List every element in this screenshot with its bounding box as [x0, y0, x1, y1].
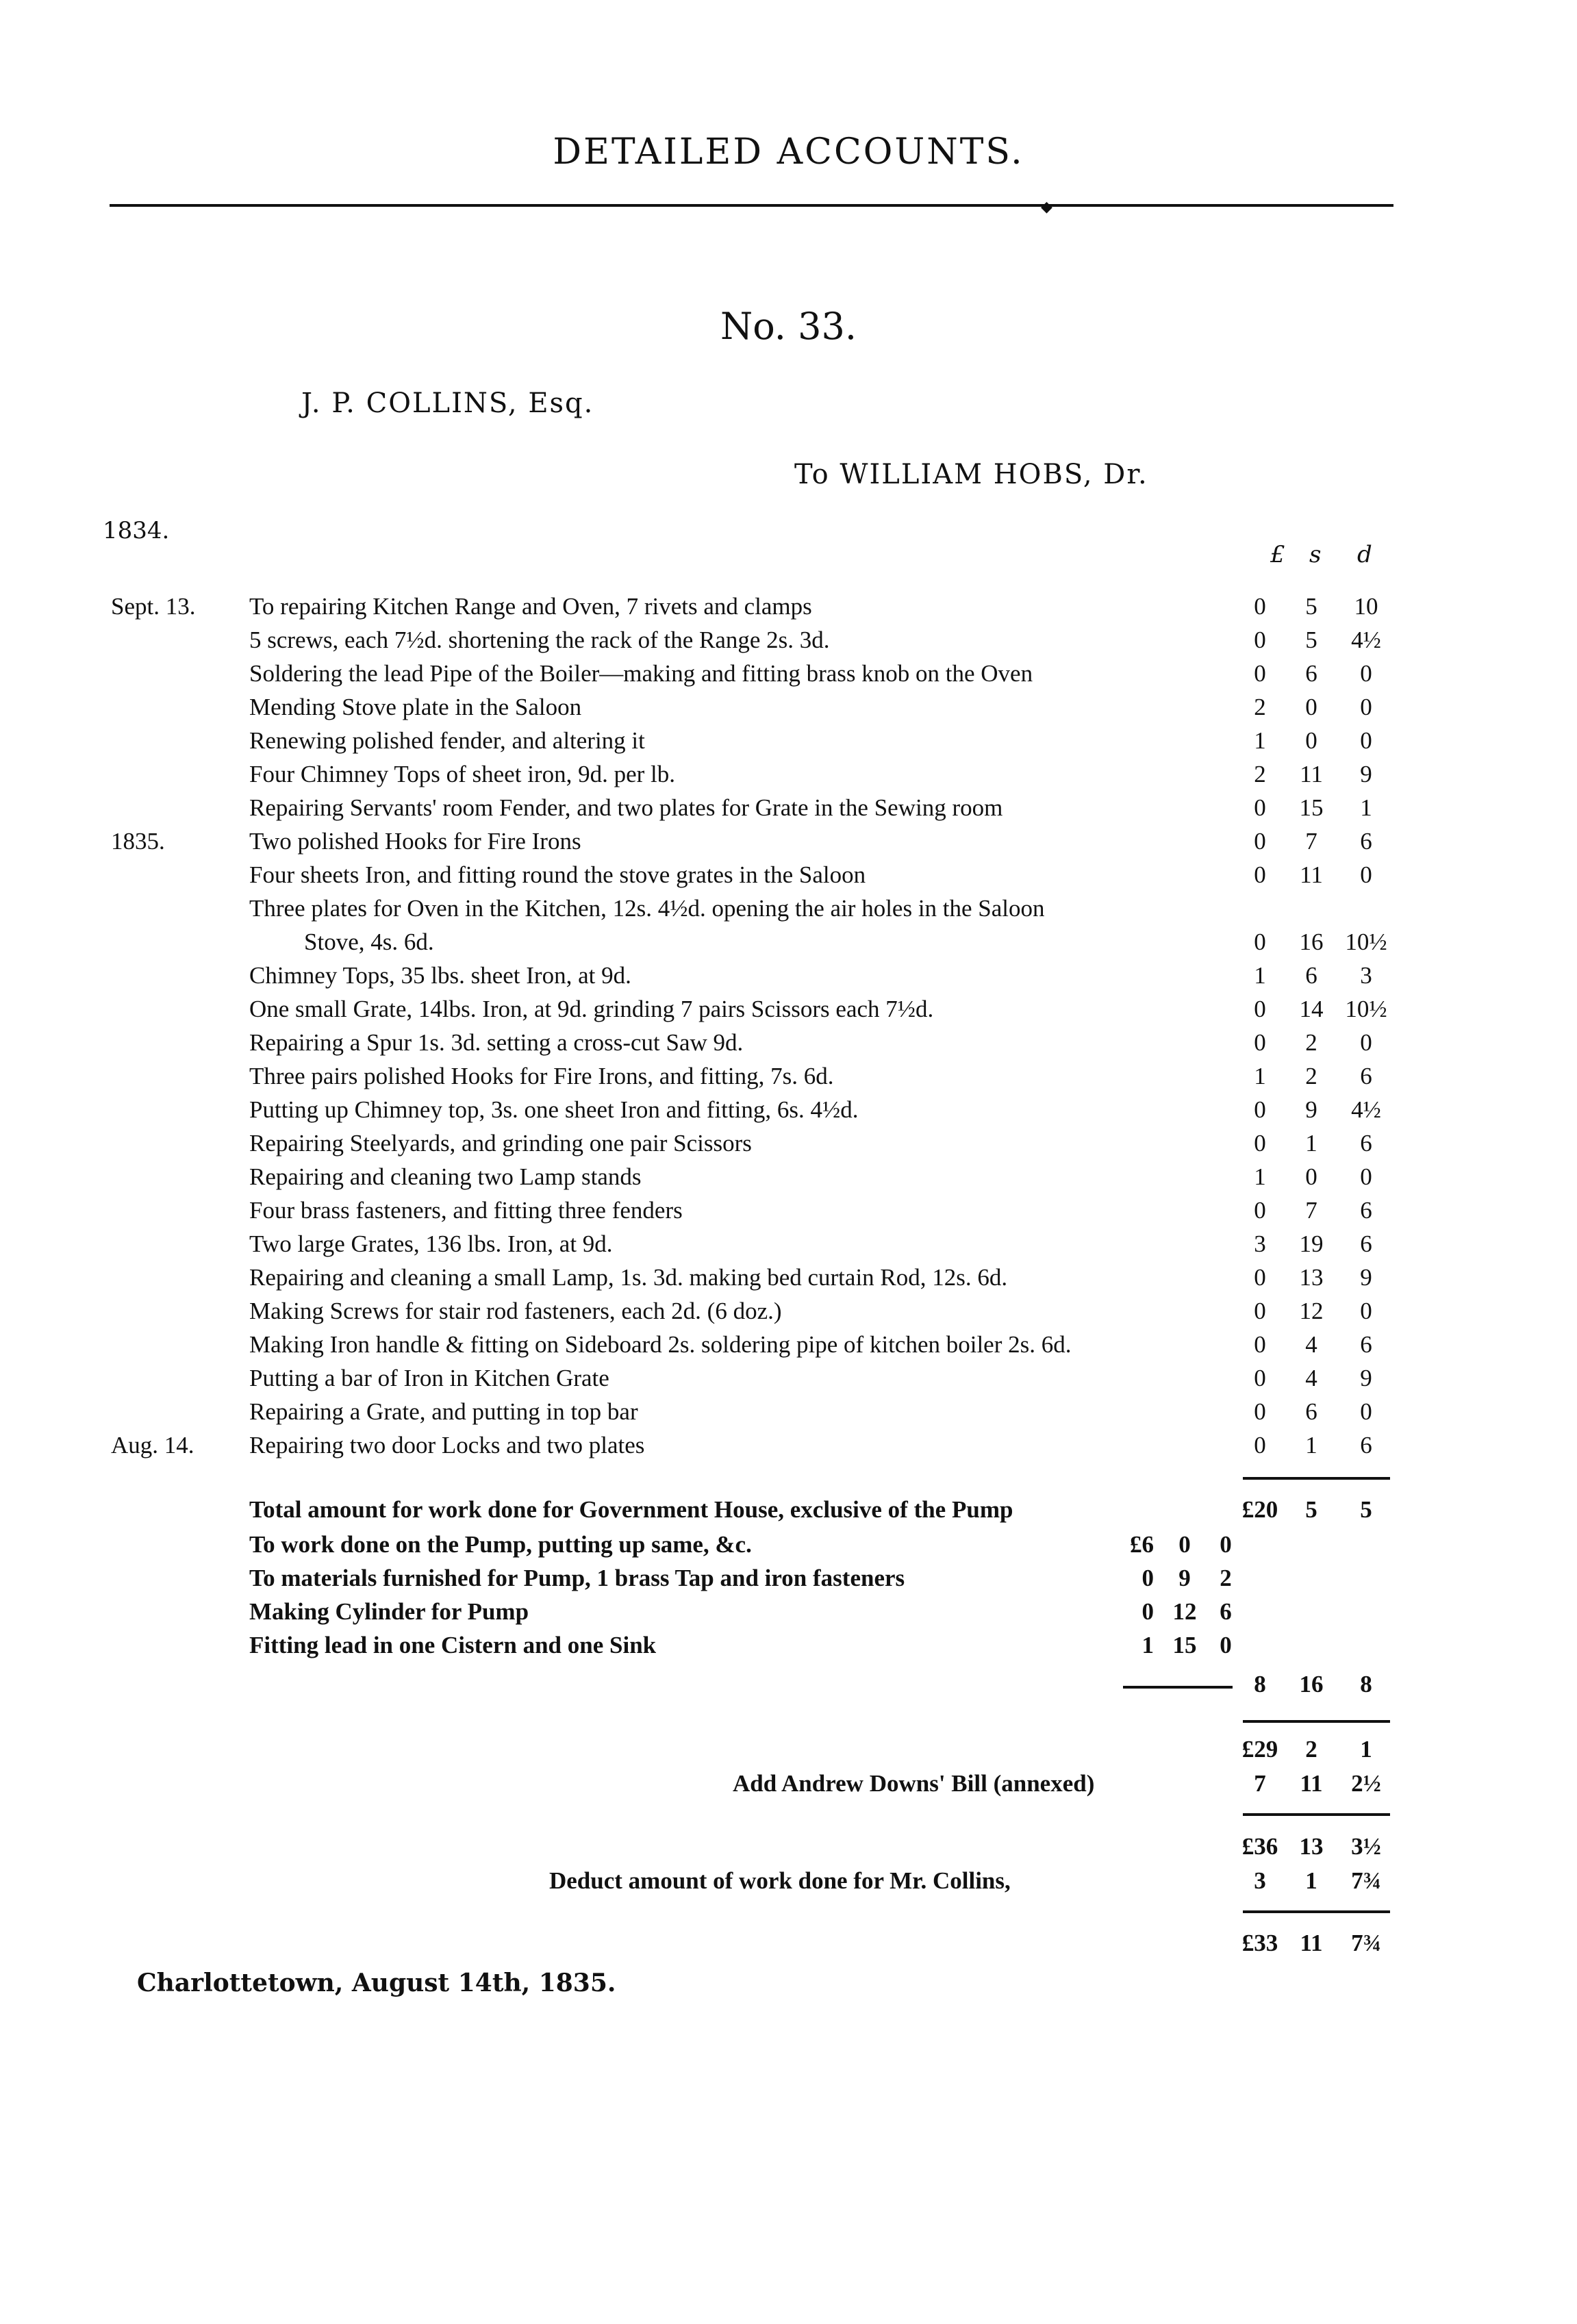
pump-item-pounds: £6	[1130, 1531, 1154, 1558]
row-pence: 4½	[1351, 627, 1381, 653]
deduct-row	[0, 1867, 1577, 1901]
row-pounds: 0	[1254, 1130, 1266, 1157]
account-row	[0, 1398, 1577, 1432]
account-row	[0, 1298, 1577, 1331]
row-shillings: 9	[1305, 1096, 1317, 1123]
row-pence: 10	[1354, 593, 1378, 620]
account-row	[0, 929, 1577, 962]
row-shillings: 14	[1299, 996, 1324, 1022]
row-pounds: 0	[1254, 627, 1266, 653]
row-pounds: 2	[1254, 694, 1266, 720]
row-pounds: 1	[1254, 1163, 1266, 1190]
account-row	[0, 861, 1577, 895]
row-pence: 6	[1360, 1197, 1372, 1224]
pump-item-pounds: 1	[1141, 1632, 1154, 1658]
row-description: Repairing two door Locks and two plates	[249, 1432, 645, 1458]
total-pounds: £20	[1241, 1496, 1278, 1523]
account-row	[0, 660, 1577, 694]
total-shillings: 16	[1299, 1671, 1324, 1697]
pump-item-pounds: 0	[1141, 1565, 1154, 1591]
andrew-downs-row	[0, 1770, 1577, 1804]
row-pence: 3	[1360, 962, 1372, 989]
subtotal2-row	[0, 1833, 1577, 1867]
row-description: Four sheets Iron, and fitting round the stove grates in the Saloon	[249, 861, 866, 888]
row-pounds: 0	[1254, 1365, 1266, 1391]
pump-item-pence: 0	[1220, 1531, 1232, 1558]
row-pence: 0	[1360, 1029, 1372, 1056]
account-row	[0, 828, 1577, 861]
row-shillings: 4	[1305, 1365, 1317, 1391]
total-pounds: 3	[1254, 1867, 1266, 1894]
total-pence: 3½	[1351, 1833, 1381, 1860]
row-description: Stove, 4s. 6d.	[304, 929, 434, 955]
row-shillings: 6	[1305, 660, 1317, 687]
addressee: J. P. COLLINS, Esq.	[301, 388, 594, 419]
account-row	[0, 694, 1577, 727]
account-row	[0, 1063, 1577, 1096]
total-shillings: 2	[1305, 1736, 1317, 1763]
subtotal-row	[0, 1736, 1577, 1769]
row-shillings: 15	[1299, 794, 1324, 821]
row-description: Four Chimney Tops of sheet iron, 9d. per lb.	[249, 761, 675, 787]
grand-total-row	[0, 1930, 1577, 1963]
row-description: To repairing Kitchen Range and Oven, 7 rivets and clamps	[249, 593, 812, 620]
shillings-header: s	[1309, 541, 1322, 568]
account-row	[0, 1432, 1577, 1465]
account-row	[0, 1130, 1577, 1163]
row-description: Four brass fasteners, and fitting three fenders	[249, 1197, 683, 1224]
creditor: To WILLIAM HOBS, Dr.	[794, 459, 1148, 490]
row-pounds: 0	[1254, 828, 1266, 855]
account-row	[0, 1230, 1577, 1264]
row-shillings: 13	[1299, 1264, 1324, 1291]
row-pence: 9	[1360, 1264, 1372, 1291]
row-shillings: 19	[1299, 1230, 1324, 1257]
row-description: Repairing a Spur 1s. 3d. setting a cross-cut Saw 9d.	[249, 1029, 744, 1056]
account-row	[0, 1163, 1577, 1197]
row-description: Making Iron handle & fitting on Sideboard 2s. soldering pipe of kitchen boiler 2s. 6d.	[249, 1331, 1072, 1358]
row-pounds: 0	[1254, 794, 1266, 821]
title-rule	[110, 204, 1393, 207]
row-shillings: 0	[1305, 1163, 1317, 1190]
account-row	[0, 794, 1577, 828]
row-pounds: 0	[1254, 660, 1266, 687]
row-pence: 6	[1360, 1331, 1372, 1358]
row-shillings: 5	[1305, 627, 1317, 653]
government-house-total-row	[0, 1496, 1577, 1530]
row-pence: 9	[1360, 761, 1372, 787]
row-description: Putting a bar of Iron in Kitchen Grate	[249, 1365, 609, 1391]
pump-item-pence: 6	[1220, 1598, 1232, 1625]
rule-ornament: ◆	[1041, 199, 1052, 216]
page-title: DETAILED ACCOUNTS.	[553, 131, 1024, 173]
row-pence: 0	[1360, 861, 1372, 888]
account-row	[0, 1365, 1577, 1398]
row-description: Repairing and cleaning a small Lamp, 1s. 3d. making bed curtain Rod, 12s. 6d.	[249, 1264, 1008, 1291]
row-description: Repairing and cleaning two Lamp stands	[249, 1163, 642, 1190]
account-row	[0, 1331, 1577, 1365]
row-shillings: 6	[1305, 1398, 1317, 1425]
account-row	[0, 996, 1577, 1029]
pounds-header: £	[1270, 541, 1285, 568]
row-shillings: 1	[1305, 1130, 1317, 1157]
row-pounds: 1	[1254, 962, 1266, 989]
pump-item-row	[0, 1565, 1577, 1598]
grand-total-rule	[1243, 1910, 1390, 1913]
row-pence: 0	[1360, 1163, 1372, 1190]
row-pounds: 0	[1254, 1432, 1266, 1458]
pump-item-description: Fitting lead in one Cistern and one Sink	[249, 1632, 657, 1658]
deduct-label: Deduct amount of work done for Mr. Collins,	[549, 1867, 1011, 1894]
row-date: Aug. 14.	[111, 1432, 194, 1458]
pump-item-pence: 2	[1220, 1565, 1232, 1591]
total-pence: 2½	[1351, 1770, 1381, 1797]
row-pounds: 1	[1254, 1063, 1266, 1089]
row-pounds: 3	[1254, 1230, 1266, 1257]
total-pounds: £36	[1241, 1833, 1278, 1860]
government-house-label: Total amount for work done for Government House, exclusive of the Pump	[249, 1496, 1013, 1523]
row-pounds: 0	[1254, 861, 1266, 888]
row-description: Mending Stove plate in the Saloon	[249, 694, 582, 720]
row-description: Repairing Servants' room Fender, and two plates for Grate in the Sewing room	[249, 794, 1003, 821]
account-row	[0, 761, 1577, 794]
pump-item-shillings: 12	[1172, 1598, 1197, 1625]
row-pounds: 0	[1254, 1096, 1266, 1123]
account-row	[0, 727, 1577, 761]
pump-item-pounds: 0	[1141, 1598, 1154, 1625]
row-shillings: 1	[1305, 1432, 1317, 1458]
pump-item-row	[0, 1531, 1577, 1565]
row-pence: 0	[1360, 694, 1372, 720]
total-pounds: £29	[1241, 1736, 1278, 1763]
total-shillings: 5	[1305, 1496, 1317, 1523]
row-date: Sept. 13.	[111, 593, 196, 620]
subtotal-rule	[1243, 1720, 1390, 1723]
row-pounds: 0	[1254, 1264, 1266, 1291]
row-description: Three plates for Oven in the Kitchen, 12s. 4½d. opening the air holes in the Saloon	[249, 895, 1045, 922]
total-pounds: £33	[1241, 1930, 1278, 1956]
pump-item-row	[0, 1632, 1577, 1665]
account-row	[0, 593, 1577, 627]
pump-item-description: Making Cylinder for Pump	[249, 1598, 529, 1625]
place-date: Charlottetown, August 14th, 1835.	[137, 1969, 616, 1997]
row-pence: 6	[1360, 828, 1372, 855]
pump-total-row	[0, 1671, 1577, 1704]
total-pence: 8	[1360, 1671, 1372, 1697]
row-description: Making Screws for stair rod fasteners, each 2d. (6 doz.)	[249, 1298, 782, 1324]
row-description: Three pairs polished Hooks for Fire Irons, and fitting, 7s. 6d.	[249, 1063, 834, 1089]
row-pounds: 0	[1254, 1197, 1266, 1224]
row-shillings: 5	[1305, 593, 1317, 620]
row-description: 5 screws, each 7½d. shortening the rack of the Range 2s. 3d.	[249, 627, 830, 653]
total-pence: 7¾	[1351, 1867, 1381, 1894]
row-description: Repairing Steelyards, and grinding one pair Scissors	[249, 1130, 752, 1157]
row-description: One small Grate, 14lbs. Iron, at 9d. grinding 7 pairs Scissors each 7½d.	[249, 996, 934, 1022]
row-pence: 1	[1360, 794, 1372, 821]
total-shillings: 11	[1300, 1930, 1323, 1956]
row-pounds: 2	[1254, 761, 1266, 787]
row-shillings: 16	[1299, 929, 1324, 955]
pump-item-description: To materials furnished for Pump, 1 brass Tap and iron fasteners	[249, 1565, 905, 1591]
row-pence: 0	[1360, 1398, 1372, 1425]
row-pounds: 0	[1254, 1029, 1266, 1056]
row-pence: 0	[1360, 727, 1372, 754]
total-shillings: 11	[1300, 1770, 1323, 1797]
row-shillings: 2	[1305, 1029, 1317, 1056]
row-shillings: 0	[1305, 727, 1317, 754]
year-label: 1834.	[103, 517, 170, 544]
row-shillings: 11	[1300, 761, 1323, 787]
pump-item-shillings: 15	[1172, 1632, 1197, 1658]
row-description: Two polished Hooks for Fire Irons	[249, 828, 581, 855]
row-pence: 6	[1360, 1130, 1372, 1157]
row-pounds: 1	[1254, 727, 1266, 754]
total-pence: 5	[1360, 1496, 1372, 1523]
account-number: No. 33.	[720, 305, 857, 348]
account-row	[0, 1197, 1577, 1230]
row-pounds: 0	[1254, 996, 1266, 1022]
row-pounds: 0	[1254, 1331, 1266, 1358]
row-pence: 6	[1360, 1230, 1372, 1257]
account-row	[0, 1264, 1577, 1298]
row-pence: 10½	[1345, 996, 1387, 1022]
row-pence: 0	[1360, 1298, 1372, 1324]
row-pence: 0	[1360, 660, 1372, 687]
row-shillings: 0	[1305, 694, 1317, 720]
row-pence: 4½	[1351, 1096, 1381, 1123]
row-description: Putting up Chimney top, 3s. one sheet Iron and fitting, 6s. 4½d.	[249, 1096, 859, 1123]
total-pence: 7¾	[1351, 1930, 1381, 1956]
row-pounds: 0	[1254, 1298, 1266, 1324]
row-pounds: 0	[1254, 929, 1266, 955]
row-pence: 6	[1360, 1432, 1372, 1458]
total-pounds: 8	[1254, 1671, 1266, 1697]
row-pounds: 0	[1254, 593, 1266, 620]
row-shillings: 4	[1305, 1331, 1317, 1358]
row-shillings: 12	[1299, 1298, 1324, 1324]
row-shillings: 2	[1305, 1063, 1317, 1089]
subtotal2-rule	[1243, 1813, 1390, 1816]
row-shillings: 7	[1305, 1197, 1317, 1224]
row-shillings: 11	[1300, 861, 1323, 888]
row-pence: 6	[1360, 1063, 1372, 1089]
row-pence: 10½	[1345, 929, 1387, 955]
andrew-downs-label: Add Andrew Downs' Bill (annexed)	[733, 1770, 1095, 1797]
row-description: Chimney Tops, 35 lbs. sheet Iron, at 9d.	[249, 962, 631, 989]
row-date: 1835.	[111, 828, 165, 855]
pump-item-pence: 0	[1220, 1632, 1232, 1658]
row-shillings: 7	[1305, 828, 1317, 855]
pump-item-shillings: 9	[1178, 1565, 1191, 1591]
account-row	[0, 895, 1577, 929]
account-row	[0, 1029, 1577, 1063]
row-pounds: 0	[1254, 1398, 1266, 1425]
pump-item-description: To work done on the Pump, putting up same, &c.	[249, 1531, 752, 1558]
pump-item-row	[0, 1598, 1577, 1632]
pence-header: d	[1357, 541, 1372, 568]
total-shillings: 13	[1299, 1833, 1324, 1860]
total-rule	[1243, 1477, 1390, 1480]
row-description: Two large Grates, 136 lbs. Iron, at 9d.	[249, 1230, 613, 1257]
total-shillings: 1	[1305, 1867, 1317, 1894]
row-description: Renewing polished fender, and altering it	[249, 727, 645, 754]
row-shillings: 6	[1305, 962, 1317, 989]
total-pounds: 7	[1254, 1770, 1266, 1797]
account-row	[0, 1096, 1577, 1130]
row-description: Soldering the lead Pipe of the Boiler—making and fitting brass knob on the Oven	[249, 660, 1033, 687]
account-row	[0, 962, 1577, 996]
row-pence: 9	[1360, 1365, 1372, 1391]
account-row	[0, 627, 1577, 660]
row-description: Repairing a Grate, and putting in top bar	[249, 1398, 638, 1425]
pump-item-shillings: 0	[1178, 1531, 1191, 1558]
total-pence: 1	[1360, 1736, 1372, 1763]
